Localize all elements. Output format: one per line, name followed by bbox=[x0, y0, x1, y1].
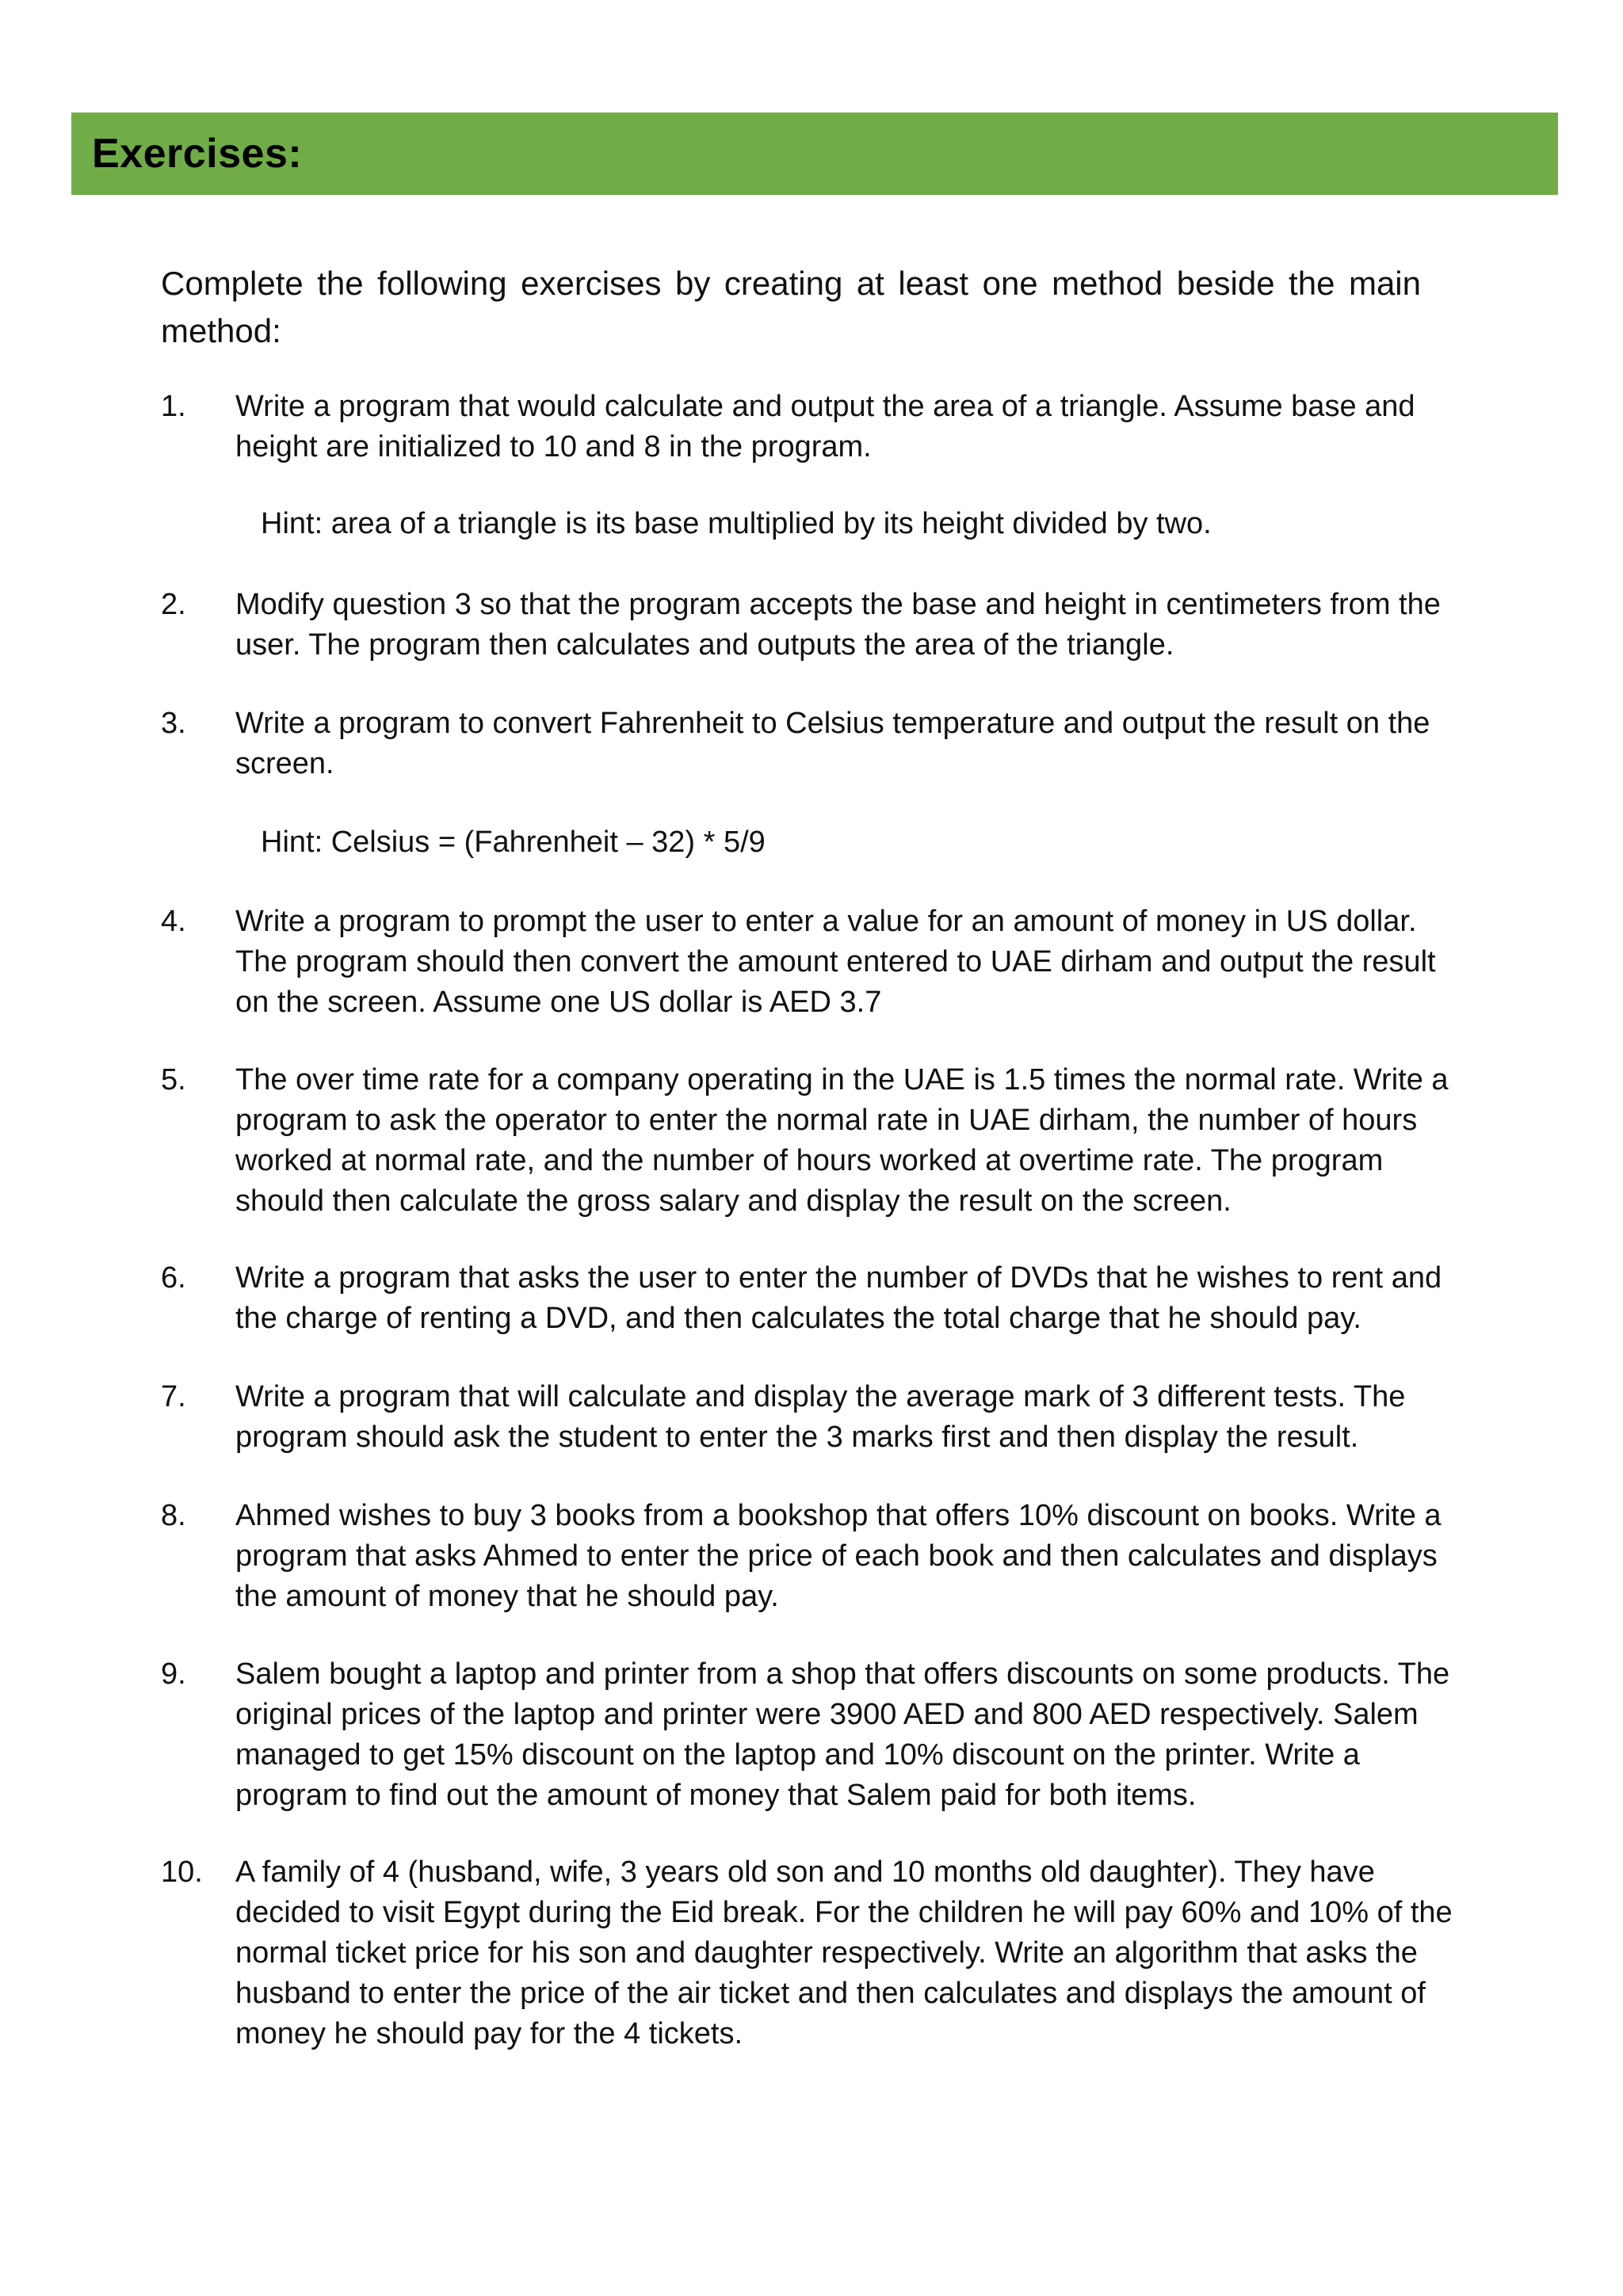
exercise-text: Modify question 3 so that the program accepts the base and height in centimeters from the user. The program then calculates and outputs the area of the triangle. bbox=[235, 588, 1441, 662]
exercise-number: 9. bbox=[161, 1657, 186, 1691]
exercise-number: 4. bbox=[161, 905, 186, 938]
exercise-number: 10. bbox=[161, 1855, 203, 1889]
section-title: Exercises: bbox=[92, 131, 303, 177]
exercise-text: Write a program that will calculate and display the average mark of 3 different tests. The program should ask the student to enter the 3 marks first and then display the result. bbox=[235, 1380, 1406, 1454]
exercise-text: Salem bought a laptop and printer from a shop that offers discounts on some products. The original prices of the laptop and printer were 3900 AED and 800 AED respectively. Salem managed to get 15% discount on the laptop and 10% discount on the printer. Write a program to find out the amount of money that Salem paid for both items. bbox=[235, 1657, 1450, 1812]
exercise-number: 5. bbox=[161, 1063, 186, 1097]
intro-paragraph: Complete the following exercises by creating at least one method beside the main method: bbox=[161, 265, 1421, 349]
exercise-text: A family of 4 (husband, wife, 3 years old son and 10 months old daughter). They have decided to visit Egypt during the Eid break. For the children he will pay 60% and 10% of the normal ticket price for his son and daughter respectively. Write an algorithm that asks the husband to enter the price of the air ticket and then calculates and displays the amount of money he should pay for the 4 tickets. bbox=[235, 1855, 1453, 2050]
exercise-text: The over time rate for a company operating in the UAE is 1.5 times the normal rate. Write a program to ask the operator to enter the normal rate in UAE dirham, the number of hours worked at normal rate, and the number of hours worked at overtime rate. The program should then calculate the gross salary and display the result on the screen. bbox=[235, 1063, 1449, 1218]
section-header-bar bbox=[71, 113, 1558, 195]
exercise-hint: Hint: Celsius = (Fahrenheit – 32) * 5/9 bbox=[261, 826, 766, 859]
exercise-text: Write a program to prompt the user to enter a value for an amount of money in US dollar. The program should then convert the amount entered to UAE dirham and output the result on the screen. Assume one US dollar is AED 3.7 bbox=[235, 905, 1436, 1019]
exercise-text: Ahmed wishes to buy 3 books from a bookshop that offers 10% discount on books. Write a program that asks Ahmed to enter the price of each book and then calculates and displays the amount of money that he should pay. bbox=[235, 1499, 1442, 1613]
exercise-number: 6. bbox=[161, 1261, 186, 1295]
exercise-number: 2. bbox=[161, 588, 186, 621]
exercise-hint: Hint: area of a triangle is its base multiplied by its height divided by two. bbox=[261, 507, 1212, 540]
exercise-text: Write a program that asks the user to enter the number of DVDs that he wishes to rent and the charge of renting a DVD, and then calculates the total charge that he should pay. bbox=[235, 1261, 1442, 1335]
exercise-number: 8. bbox=[161, 1499, 186, 1532]
exercise-number: 1. bbox=[161, 390, 186, 423]
exercise-number: 3. bbox=[161, 707, 186, 740]
exercise-number: 7. bbox=[161, 1380, 186, 1413]
exercise-text: Write a program that would calculate and output the area of a triangle. Assume base and height are initialized to 10 and 8 in the program. bbox=[235, 390, 1415, 463]
exercise-text: Write a program to convert Fahrenheit to Celsius temperature and output the result on the screen. bbox=[235, 707, 1430, 780]
